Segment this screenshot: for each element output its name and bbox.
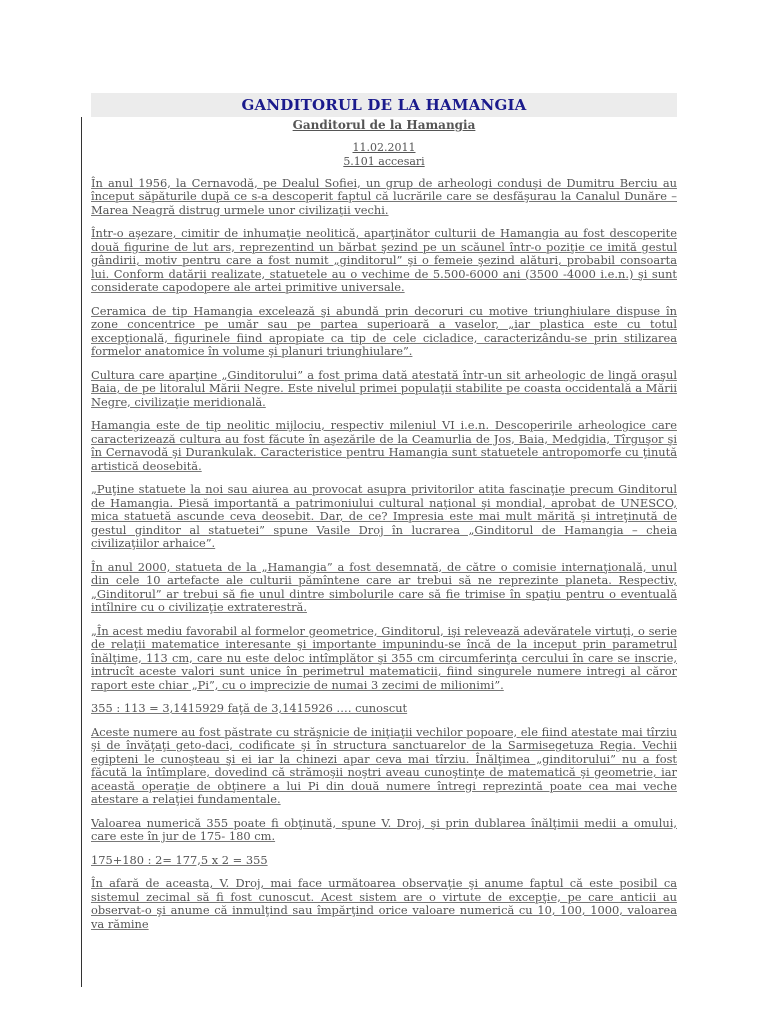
article-date: 11.02.2011 — [352, 140, 416, 154]
article-body — [91, 117, 677, 997]
paragraph: Ceramica de tip Hamangia excelează şi abundă prin decoruri cu motive triunghiulare dispuse în zone concentrice pe umăr sau pe partea superioară a vaselor, „iar plastica este cu totul excepţională, figurinele fiind apropiate ca tip de cele cicladice, caracterizându-se prin stilizarea formelor anatomice în volume şi planuri triunghiulare”. — [91, 303, 677, 358]
paragraph: În anul 2000, statueta de la „Hamangia” a fost desemnată, de către o comisie internaţională, unul din cele 10 artefacte ale culturii pămîntene care ar trebui să ne reprezinte planeta. Respectiv, „Ginditorul” ar trebui să fie unul dintre simbolurile care să fie trimise în spaţiu pentru o eventuală intîlnire cu o civilizaţie extraterestră. — [91, 559, 677, 614]
paragraph: Cultura care aparţine „Ginditorului” a fost prima dată atestată într-un sit arheologic de lingă oraşul Baia, de pe litoralul Mării Negre. Este nivelul primei populaţii stabilite pe coasta occidentală a Mării Negre, civilizaţie meridională. — [91, 367, 677, 409]
article-subtitle[interactable]: Ganditorul de la Hamangia — [292, 118, 476, 132]
paragraph: „În acest mediu favorabil al formelor geometrice, Ginditorul, işi relevează adevăratele virtuţi, o serie de relaţii matematice interesante şi importante impunindu-se încă de la inceput prin parametrul înălţime, 113 cm, care nu este deloc intîmplător şi 355 cm circumferinţa cercului în care se inscrie, intrucît aceste valori sunt unice în perimetrul matematicii, fiind singurele numere intregi al căror raport este chiar „Pi”, cu o imprecizie de numai 3 zecimi de milionimi”. — [91, 623, 677, 692]
left-border-rule — [81, 117, 82, 987]
paragraph: În afară de aceasta, V. Droj, mai face următoarea observaţie şi anume faptul că este posibil ca sistemul zecimal să fi fost cunoscut. Acest sistem are o virtute de excepţie, pe care anticii au observat-o şi anume că inmulţind sau împărţind orice valoare numerică cu 10, 100, 1000, valoarea va rămine — [91, 876, 677, 931]
paragraph: 355 : 113 = 3,1415929 faţă de 3,1415926 …. cunoscut — [91, 701, 408, 715]
paragraph: Hamangia este de tip neolitic mijlociu, respectiv mileniul VI i.e.n. Descoperirile arheologice care caracterizează cultura au fost făcute în aşezările de la Ceamurlia de Jos, Baia, Medgidia, Tîrguşor şi în Cernavodă şi Durankulak. Caracteristice pentru Hamangia sunt statuetele antropomorfe cu ţinută artistică deosebită. — [91, 418, 677, 473]
paragraph: În anul 1956, la Cernavodă, pe Dealul Sofiei, un grup de arheologi conduşi de Dumitru Berciu au început săpăturile după ce s-a descoperit faptul că lucrările care se desfăşurau la Canalul Dunăre – Marea Neagră distrug urmele unor civilizaţii vechi. — [91, 175, 677, 217]
paragraph: 175+180 : 2= 177,5 x 2 = 355 — [91, 852, 268, 867]
article-title: GANDITORUL DE LA HAMANGIA — [241, 96, 527, 114]
paragraph: Aceste numere au fost păstrate cu străşnicie de iniţiaţii vechilor popoare, ele fiind atestate mai tîrziu şi de învăţaţi geto-daci, codificate şi în structura sanctuarelor de la Sarmisegetuza Regia. Vechii egipteni le cunoşteau şi ei iar la chinezi apar ceva mai tîrziu. Înălţimea „ginditorului” nu a fost făcută la întîmplare, dovedind că strămoşii noştri aveau cunoştinţe de matematică şi geometrie, iar această operaţie de obţinere a lui Pi din două numere întregi reprezintă poate cea mai veche atestare a relaţiei fundamentale. — [91, 724, 677, 806]
article-views: 5.101 accesari — [343, 154, 425, 168]
article-meta — [91, 141, 677, 169]
paragraph: Valoarea numerică 355 poate fi obţinută, spune V. Droj, şi prin dublarea înălţimii medii a omului, care este în jur de 175- 180 cm. — [91, 815, 677, 843]
paragraph: „Puţine statuete la noi sau aiurea au provocat asupra privitorilor atita fascinaţie precum Ginditorul de Hamangia. Piesă importantă a patrimoniului cultural naţional şi mondial, aprobat de UNESCO, mica statuetă ascunde ceva deosebit. Dar, de ce? Impresia este mai mult mărită şi intreţinută de gestul ginditor al statuetei” spune Vasile Droj în lucrarea „Ginditorul de Hamangia – cheia civilizaţiilor arhaice”. — [91, 482, 677, 550]
article-paragraphs — [91, 177, 677, 932]
title-band — [91, 93, 677, 117]
paragraph: Într-o aşezare, cimitir de inhumaţie neolitică, aparţinător culturii de Hamangia au fost descoperite două figurine de lut ars, reprezentind un bărbat şezind pe un scăunel într-o poziţie ce imită gestul gândirii, motiv pentru care a fost numit „ginditorul” şi o femeie şezind alături, probabil consoarta lui. Conform datării realizate, statuetele au o vechime de 5.500-6000 ani (3500 -4000 i.e.n.) şi sunt considerate capodopere ale artei primitive universale. — [91, 226, 677, 294]
